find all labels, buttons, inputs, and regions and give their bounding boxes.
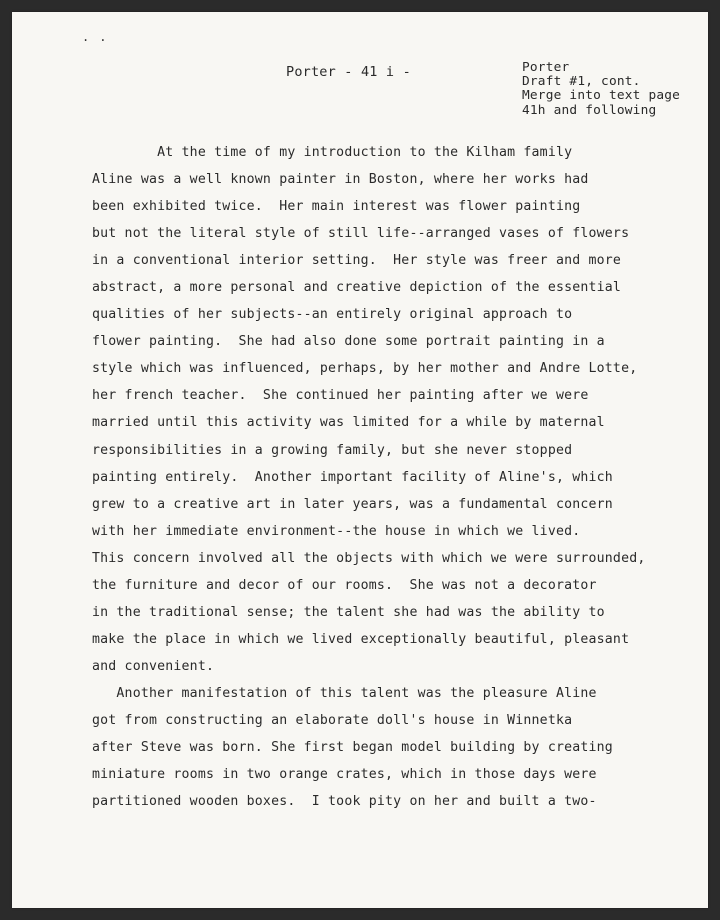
text-line: the furniture and decor of our rooms. She was not a decorator bbox=[92, 577, 597, 593]
text-line: make the place in which we lived exceptionally beautiful, pleasant bbox=[92, 631, 630, 647]
typed-page bbox=[12, 12, 708, 908]
text-line: qualities of her subjects--an entirely original approach to bbox=[92, 307, 573, 323]
text-line: At the time of my introduction to the Kilham family bbox=[92, 145, 573, 160]
text-line: in the traditional sense; the talent she had was the ability to bbox=[92, 604, 605, 620]
draft-note bbox=[522, 61, 680, 118]
text-line: Aline was a well known painter in Boston, where her works had bbox=[92, 172, 589, 188]
text-line: Another manifestation of this talent was the pleasure Aline bbox=[92, 685, 597, 701]
draft-note-line: Porter bbox=[522, 60, 570, 75]
text-line: grew to a creative art in later years, was a fundamental concern bbox=[92, 496, 613, 512]
text-line: and convenient. bbox=[92, 658, 215, 674]
draft-note-line: Draft #1, cont. bbox=[522, 74, 641, 90]
text-line: her french teacher. She continued her painting after we were bbox=[92, 388, 589, 404]
text-line: after Steve was born. She first began model building by creating bbox=[92, 740, 613, 756]
text-line: married until this activity was limited for a while by maternal bbox=[92, 415, 605, 431]
text-line: responsibilities in a growing family, but she never stopped bbox=[92, 442, 573, 458]
text-line: in a conventional interior setting. Her style was freer and more bbox=[92, 253, 622, 269]
text-line: with her immediate environment--the house in which we lived. bbox=[92, 523, 581, 539]
text-line: but not the literal style of still life--arranged vases of flowers bbox=[92, 226, 630, 242]
text-line: abstract, a more personal and creative depiction of the essential bbox=[92, 280, 622, 296]
text-line: This concern involved all the objects with which we were surrounded, bbox=[92, 550, 646, 566]
stray-marks: .. bbox=[82, 30, 117, 44]
text-line: got from constructing an elaborate doll's house in Winnetka bbox=[92, 712, 573, 728]
text-line: style which was influenced, perhaps, by her mother and Andre Lotte, bbox=[92, 361, 638, 377]
text-line: painting entirely. Another important facility of Aline's, which bbox=[92, 469, 613, 485]
text-line: been exhibited twice. Her main interest was flower painting bbox=[92, 199, 581, 215]
page-number-label: Porter - 41 i - bbox=[286, 64, 411, 80]
draft-note-line: 41h and following bbox=[522, 102, 657, 118]
text-line: partitioned wooden boxes. I took pity on her and built a two- bbox=[92, 794, 597, 810]
body-text bbox=[92, 139, 646, 815]
draft-note-line: Merge into text page bbox=[522, 88, 681, 104]
text-line: miniature rooms in two orange crates, which in those days were bbox=[92, 767, 597, 783]
text-line: flower painting. She had also done some portrait painting in a bbox=[92, 334, 605, 350]
